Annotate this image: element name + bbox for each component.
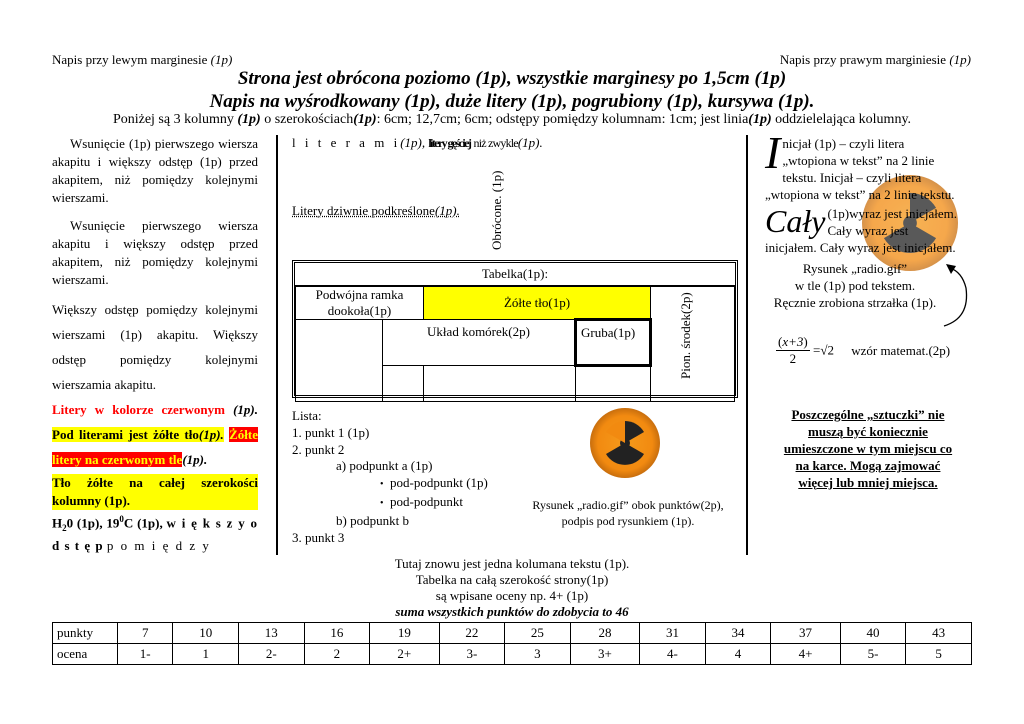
points-cell: 40 <box>840 623 906 644</box>
caption-line: Rysunek „radio.gif” <box>802 261 908 276</box>
points-cell: 34 <box>705 623 771 644</box>
points-cell: 31 <box>640 623 706 644</box>
list-item: 3. punkt 3 <box>292 529 345 545</box>
footer-line: są wpisane oceny np. 4+ (1p) <box>435 588 589 603</box>
points-cell: 22 <box>439 623 505 644</box>
points-cell: 43 <box>906 623 972 644</box>
grade-cell: 1 <box>173 644 239 665</box>
footer-line: Tutaj znowu jest jedna kolumana tekstu (1p). <box>394 556 630 571</box>
inner-table <box>292 260 738 398</box>
cell-thick: Gruba(1p) <box>576 320 651 366</box>
table-row <box>53 644 972 665</box>
cell-empty <box>576 366 651 402</box>
dropcap-text: nicjał (1p) – czyli litera „wtopiona w tekst” na 2 linie tekstu. Inicjał – czyli litera „wtopiona w tekst” na 2 linie tekstu. <box>765 136 955 202</box>
paragraph-indent: Wsunięcie (1p) pierwszego wiersza akapitu i większy odstęp (1p) przed akapitem, niż pomiędzy kolejnymi wierszami. <box>52 136 258 205</box>
left-column <box>52 135 258 555</box>
grade-cell: 2- <box>239 644 305 665</box>
right-column <box>765 127 960 311</box>
list-item: a) podpunkt a (1p) <box>336 458 433 474</box>
caption-line: Rysunek „radio.gif” obok punktów(2p), <box>532 498 724 512</box>
hand-drawn-arrow <box>940 258 974 330</box>
list-title: Lista: <box>292 408 322 423</box>
underline-text: Litery dziwnie podkreślone(1p). <box>292 203 460 218</box>
radioactive-icon <box>590 408 660 478</box>
bg-caption <box>765 260 945 311</box>
sub-sup-text: $H_20$ (1p), $19^0C$ (1p), w i ę k s z y o d s t ę p p o m i ę d z y <box>52 514 258 553</box>
footer-line: Tabelka na całą szerokość strony(1p) <box>415 572 609 587</box>
row-label: punkty <box>53 623 118 644</box>
paragraph-indent-2: Wsunięcie pierwszego wiersza akapitu i większy odstęp przed akapitem, niż pomiędzy kolejnymi wierszami. <box>52 218 258 287</box>
right-margin-note: Napis przy prawym marginiesie (1p) <box>779 52 971 67</box>
list-item: • pod-podpunkt <box>380 493 463 509</box>
points-cell: 7 <box>118 623 173 644</box>
points-cell: 19 <box>370 623 440 644</box>
single-column-text <box>0 556 1024 620</box>
points-cell: 16 <box>304 623 370 644</box>
row-label: ocena <box>53 644 118 665</box>
radioactive-symbol <box>590 408 660 478</box>
cell-empty <box>424 366 576 402</box>
footer-line: suma wszystkich punktów do zdobycia to 46 <box>395 604 629 619</box>
formula-numerator: x+3 <box>782 334 804 349</box>
big-word-text: (1p)wyraz jest inicjałem. Cały wyraz jest inicjałem. Cały wyraz jest inicjałem. <box>765 206 958 255</box>
paragraph-spaced: Większy odstęp pomiędzy kolejnymi wierszami (1p) akapitu. Większy odstęp pomiędzy kolejnymi wierszamia akapitu. <box>52 302 258 392</box>
cell-vertical-center <box>651 287 735 402</box>
tricks-note: Poszczególne „sztuczki” nie muszą być koniecznie umieszczone w tym miejscu co na karce. Mogą zajmować więcej lub mniej miejsca. <box>783 407 953 490</box>
list-item: b) podpunkt b <box>336 512 409 528</box>
grade-cell: 1- <box>118 644 173 665</box>
picture-caption <box>508 497 748 529</box>
grade-cell: 3- <box>439 644 505 665</box>
middle-column <box>292 135 732 219</box>
numbered-list <box>292 408 488 546</box>
formula-rhs: =√2 <box>812 342 834 358</box>
column-divider-left <box>276 135 278 555</box>
list-item: • pod-podpunkt (1p) <box>380 475 488 491</box>
yellow-block: Tło żółte na całej szerokości kolumny (1p). <box>52 475 258 508</box>
points-cell: 13 <box>239 623 305 644</box>
points-cell: 37 <box>771 623 841 644</box>
table-row <box>53 623 972 644</box>
letter-spacing-line: l i t e r a m i(1p), litery gęściej niż zwykle(1p). <box>292 135 543 150</box>
grade-cell: 2+ <box>370 644 440 665</box>
cell-vertical-text: Pion. środek(2p) <box>678 292 693 379</box>
grade-cell: 4- <box>640 644 706 665</box>
math-formula: $\frac{(x+3)}{2}$ =√2 wzór matemat.(2p) <box>778 334 951 366</box>
cell-layout: Układ komórek(2p) <box>383 320 576 366</box>
points-cell: 10 <box>173 623 239 644</box>
grade-cell: 5 <box>906 644 972 665</box>
formula-denominator: 2 <box>789 351 797 366</box>
cell-merged-left <box>296 320 383 402</box>
cell-empty <box>383 366 424 402</box>
rotated-text: Obrócone. (1p) <box>489 170 504 250</box>
page-title-line2: Napis na wyśrodkowany (1p), duże litery (1p), pogrubiony (1p), kursywa (1p). <box>209 91 815 112</box>
big-initial-word: Cały <box>765 203 826 239</box>
grade-cell: 2 <box>304 644 370 665</box>
cell-double-border: Podwójna ramka dookoła(1p) <box>296 287 424 320</box>
page-title-line1: Strona jest obrócona poziomo (1p), wszystkie marginesy po 1,5cm (1p) <box>237 68 787 89</box>
column-divider-right <box>746 135 748 555</box>
formula-label: wzór matemat.(2p) <box>851 342 951 358</box>
dropcap-paragraph <box>765 127 960 203</box>
list-item: 2. punkt 2 <box>292 441 345 457</box>
big-word-paragraph <box>765 205 960 256</box>
caption-line: Ręcznie zrobiona strzałka (1p). <box>773 295 937 310</box>
grade-cell: 3 <box>505 644 571 665</box>
paragraph-colors: Litery w kolorze czerwonym (1p). Pod literami jest żółte tło(1p). Żółte litery na czerwonym tle(1p). <box>52 402 258 467</box>
grade-cell: 3+ <box>570 644 640 665</box>
table-caption: Tabelka(1p): <box>295 263 735 286</box>
grade-cell: 4 <box>705 644 771 665</box>
grade-cell: 5- <box>840 644 906 665</box>
caption-line: w tle (1p) pod tekstem. <box>794 278 916 293</box>
points-cell: 25 <box>505 623 571 644</box>
points-cell: 28 <box>570 623 640 644</box>
list-item: 1. punkt 1 (1p) <box>292 424 370 440</box>
columns-description: Poniżej są 3 kolumny (1p) o szerokościach(1p): 6cm; 12,7cm; 6cm; odstępy pomiędzy kolumnam: 1cm; jest linia(1p) oddzielelająca kolumny. <box>112 112 912 127</box>
caption-line: podpis pod rysunkiem (1p). <box>561 514 695 528</box>
grade-cell: 4+ <box>771 644 841 665</box>
left-margin-note: Napis przy lewym marginesie (1p) <box>52 52 233 67</box>
grades-table <box>52 622 972 665</box>
dropcap: I <box>765 127 781 178</box>
cell-yellow: Żółte tło(1p) <box>424 287 651 320</box>
